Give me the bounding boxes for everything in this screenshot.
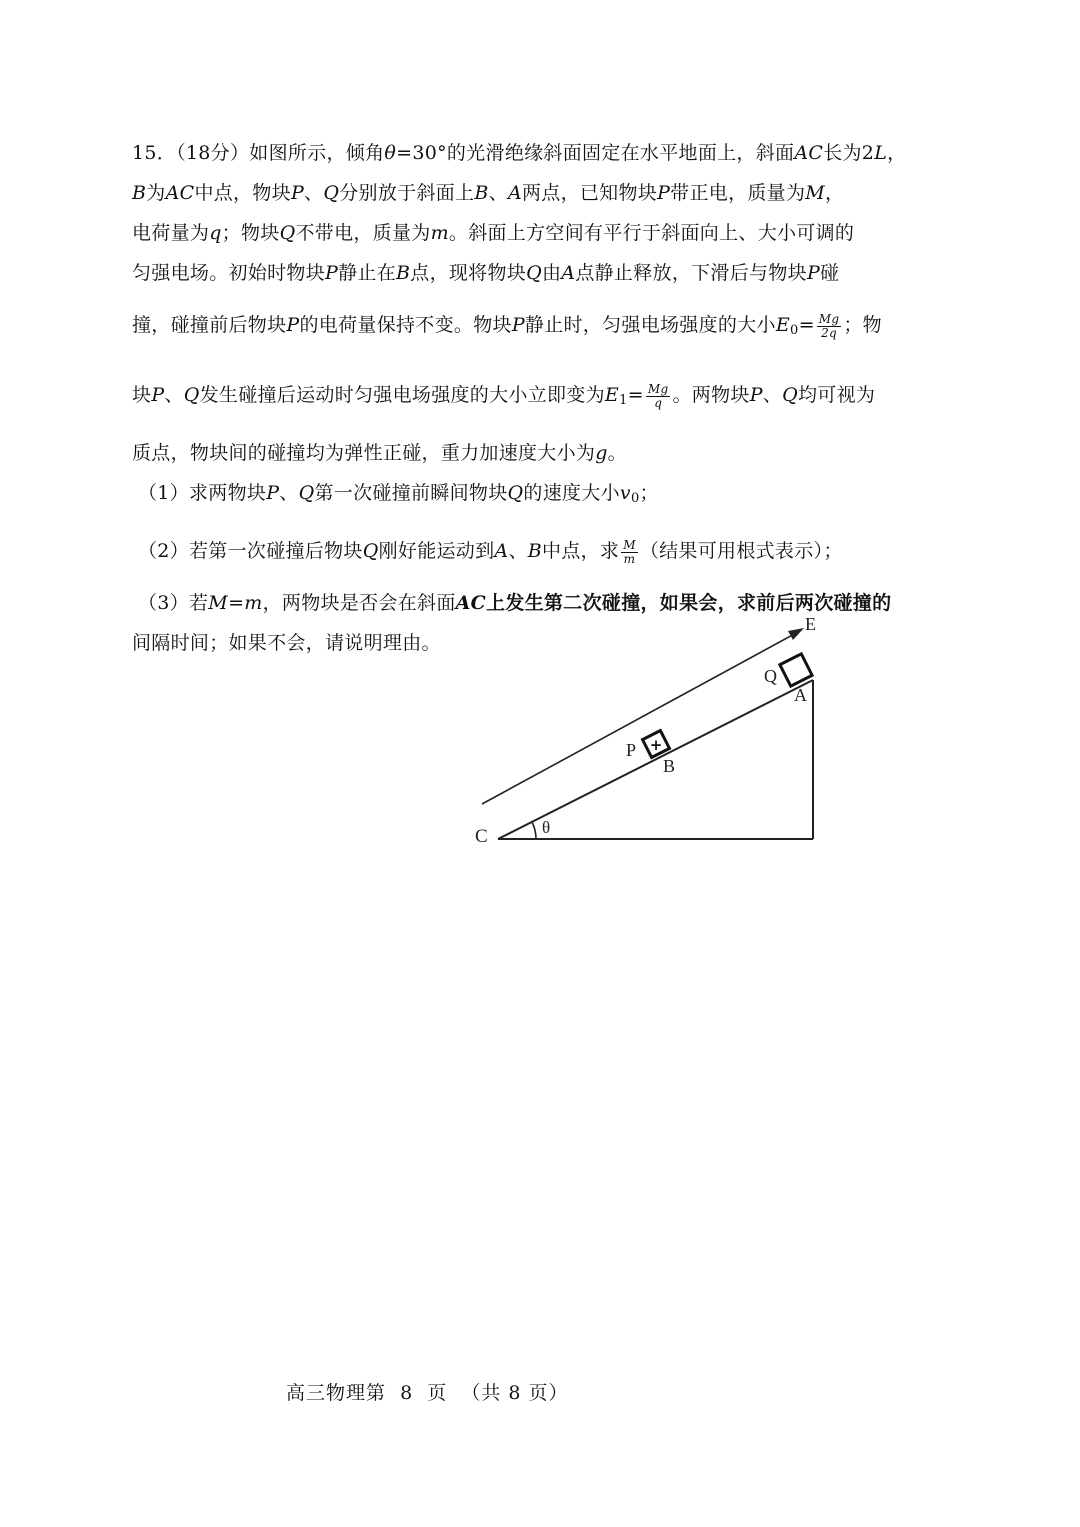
var-AC: AC: [165, 182, 195, 204]
text: 间隔时间；如果不会，请说明理由。: [132, 632, 441, 654]
text: ，两物块是否会在斜面: [262, 592, 456, 614]
var-g: g: [595, 442, 608, 464]
text: 。: [607, 442, 627, 464]
plus-charge-icon: +: [649, 736, 663, 754]
var-m: m: [244, 592, 263, 614]
text: 电荷量为: [132, 222, 210, 244]
label-A: A: [794, 685, 807, 705]
subscript: 0: [789, 323, 799, 338]
fraction-M-over-m: [621, 539, 638, 566]
text: 点静止释放，下滑后与物块: [575, 262, 807, 284]
text: （2）若第一次碰撞后物块: [138, 540, 363, 562]
label-P: P: [626, 740, 637, 760]
var-B: B: [474, 182, 489, 204]
label-Q: Q: [764, 666, 777, 686]
problem-line-2: [132, 173, 950, 213]
field-arrow-line: [482, 632, 798, 804]
subscript: 1: [619, 393, 628, 408]
fraction-denominator: q: [654, 395, 663, 410]
var-AC: AC: [794, 142, 824, 164]
text: ；物: [843, 314, 882, 336]
equals: =: [627, 384, 644, 406]
text: 。斜面上方空间有平行于斜面向上、大小可调的: [448, 222, 855, 244]
text: 静止在: [338, 262, 397, 284]
var-E: E: [775, 314, 790, 336]
page-footer: 高三物理第 8 页 （共 8 页）: [286, 1382, 569, 1404]
problem-line-1: [132, 133, 950, 173]
text: 匀强电场。初始时物块: [132, 262, 326, 284]
angle-arc: [532, 822, 536, 839]
var-Q: Q: [526, 262, 542, 284]
text: 第一次碰撞前瞬间物块: [314, 482, 508, 504]
var-Q: Q: [183, 384, 200, 406]
text: 上发生第二次碰撞，如果会，求前后两次碰撞的: [486, 592, 892, 614]
text: 点，现将物块: [410, 262, 527, 284]
text: 、: [762, 384, 783, 406]
text: 分别放于斜面上: [339, 182, 475, 204]
text: ；物块: [221, 222, 280, 244]
var-L: L: [874, 142, 888, 164]
var-m: m: [430, 222, 449, 244]
text: 块: [132, 384, 152, 406]
problem-line-7: [132, 433, 950, 473]
var-P: P: [266, 482, 280, 504]
text: 静止时，匀强电场强度的大小: [524, 314, 776, 336]
var-P: P: [657, 182, 671, 204]
text: =30°的光滑绝缘斜面固定在水平地面上，斜面: [396, 142, 795, 164]
text: 中点，求: [542, 540, 620, 562]
var-P: P: [511, 314, 525, 336]
var-Q: Q: [507, 482, 524, 504]
var-P: P: [749, 384, 763, 406]
var-A: A: [561, 262, 576, 284]
var-Q: Q: [298, 482, 315, 504]
var-B: B: [132, 182, 147, 204]
incline-AC: [498, 680, 813, 839]
text: 中点，物块: [194, 182, 291, 204]
text: 。两物块: [672, 384, 750, 406]
problem-line-6: [132, 363, 950, 433]
arrow-head-icon: [788, 628, 804, 640]
var-P: P: [286, 314, 300, 336]
var-M: M: [208, 592, 229, 614]
label-E: E: [805, 614, 816, 634]
var-B: B: [527, 540, 543, 562]
label-C: C: [475, 826, 488, 847]
equals: =: [798, 314, 815, 336]
var-B: B: [396, 262, 411, 284]
subscript: 0: [630, 491, 640, 506]
problem-line-5: [132, 293, 950, 363]
fraction-denominator: 2q: [821, 325, 838, 340]
question-2: [138, 519, 950, 583]
var-P: P: [806, 262, 821, 284]
text: ；: [639, 482, 659, 504]
equals: =: [228, 592, 245, 614]
text: 的速度大小: [523, 482, 620, 504]
fraction-E0: [817, 313, 842, 340]
var-P: P: [325, 262, 339, 284]
text: 刚好能运动到: [378, 540, 495, 562]
var-AC: AC: [455, 592, 487, 614]
text: 、: [488, 182, 508, 204]
var-E: E: [604, 384, 620, 406]
text: 、: [508, 540, 528, 562]
problem-score: （18分）: [176, 142, 250, 164]
text: （3）若: [138, 592, 209, 614]
fraction-numerator: Mg: [818, 311, 840, 326]
text: 碰: [820, 262, 840, 284]
fraction-denominator: m: [623, 551, 636, 566]
var-Q: Q: [279, 222, 296, 244]
text: 长为2: [823, 142, 875, 164]
text: 、: [279, 482, 299, 504]
var-P: P: [290, 182, 305, 204]
problem-number: 15．: [132, 142, 177, 164]
block-Q: [780, 654, 812, 686]
text: 、: [304, 182, 324, 204]
var-v: v: [619, 482, 631, 504]
text: 如图所示，倾角: [249, 142, 385, 164]
text: ，: [887, 142, 907, 164]
var-Q: Q: [323, 182, 340, 204]
text: 不带电，质量为: [295, 222, 431, 244]
label-B: B: [663, 756, 676, 776]
text: 带正电，质量为: [670, 182, 806, 204]
fraction-numerator: Mg: [647, 381, 669, 396]
var-A: A: [494, 540, 509, 562]
text: 的电荷量保持不变。物块: [299, 314, 512, 336]
incline-diagram: [460, 600, 840, 860]
fraction-numerator: M: [623, 537, 636, 552]
var-q: q: [209, 222, 222, 244]
text: 、: [164, 384, 184, 406]
problem-line-3: [132, 213, 950, 253]
question-1: [138, 473, 950, 519]
var-Q: Q: [782, 384, 798, 406]
fraction-E1: [646, 383, 671, 410]
text: 均可视为: [797, 384, 876, 406]
problem-15: [132, 133, 950, 663]
text: 为: [146, 182, 166, 204]
text: （结果可用根式表示）；: [639, 540, 843, 562]
var-P: P: [151, 384, 165, 406]
text: 由: [541, 262, 562, 284]
var-theta: θ: [384, 142, 397, 164]
text: （1）求两物块: [138, 482, 267, 504]
problem-line-4: [132, 253, 950, 293]
text: 质点，物块间的碰撞均为弹性正碰，重力加速度大小为: [132, 442, 596, 464]
text: 撞，碰撞前后物块: [132, 314, 287, 336]
var-M: M: [805, 182, 826, 204]
label-theta: θ: [542, 818, 551, 837]
var-A: A: [507, 182, 522, 204]
text: 两点，已知物块: [521, 182, 658, 204]
var-Q: Q: [362, 540, 379, 562]
text: 发生碰撞后运动时匀强电场强度的大小立即变为: [199, 384, 605, 406]
text: ，: [825, 182, 845, 204]
